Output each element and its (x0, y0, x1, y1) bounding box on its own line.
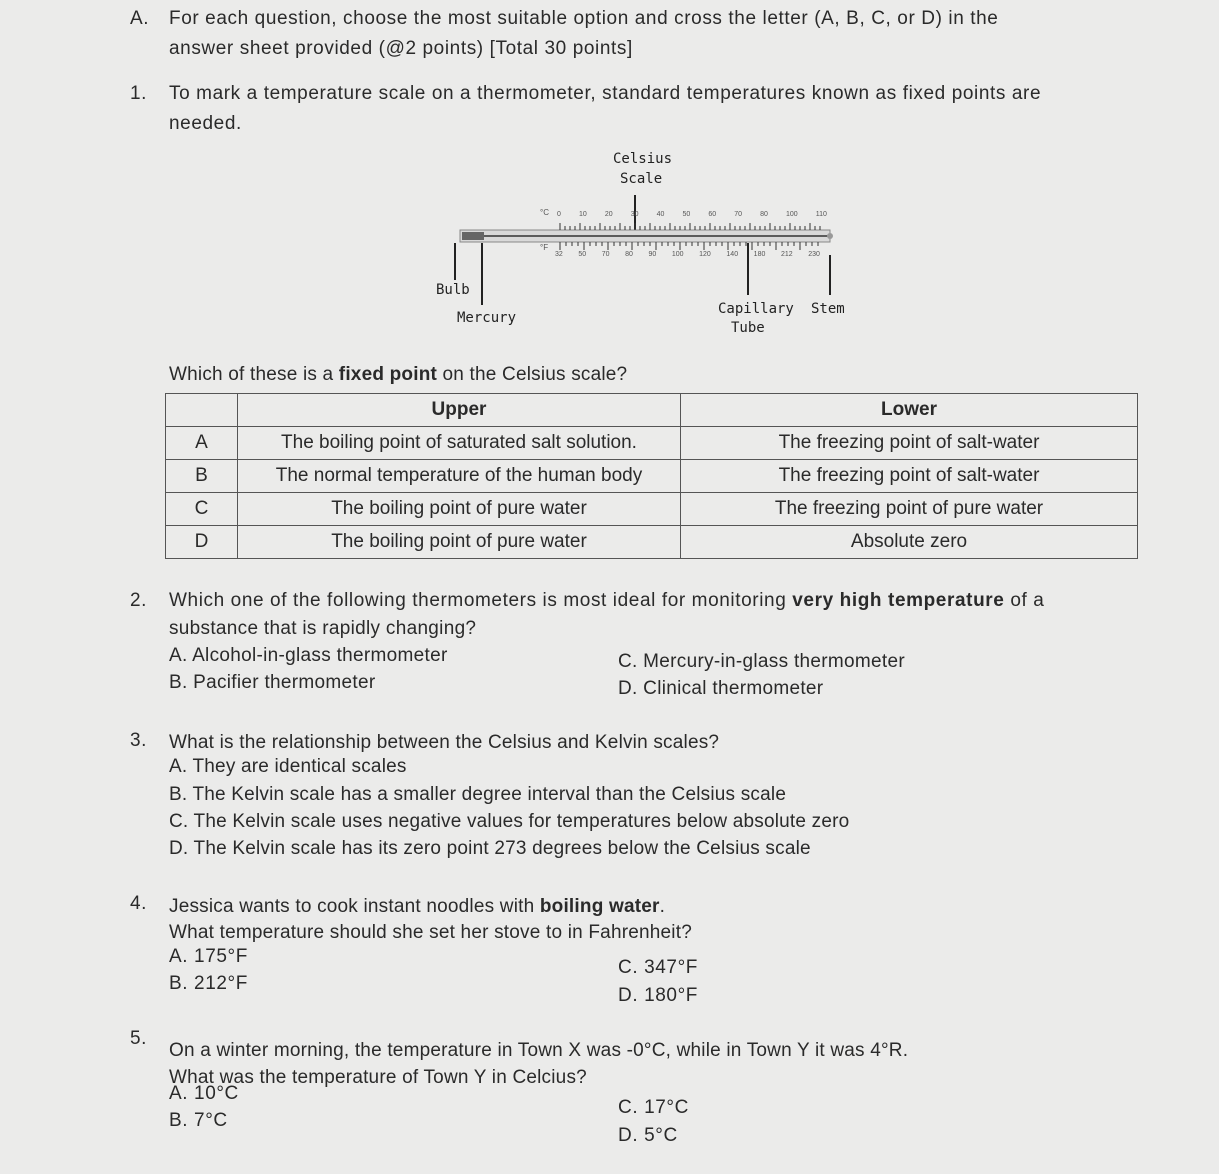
q5-line2: What was the temperature of Town Y in Celcius? (169, 1067, 587, 1088)
q4-line2: What temperature should she set her stove to in Fahrenheit? (169, 922, 692, 943)
q2-line1-bold: very high temperature (792, 590, 1005, 611)
mercury-label: Mercury (457, 310, 517, 326)
capillary-label-2: Tube (731, 320, 765, 336)
q3-option-a: A. They are identical scales (169, 756, 407, 777)
q2-option-d: D. Clinical thermometer (618, 678, 824, 699)
row-letter: A (166, 427, 238, 460)
q5-option-c: C. 17°C (618, 1097, 689, 1118)
q4-line1-pre: Jessica wants to cook instant noodles with (169, 896, 540, 917)
q4-option-b: B. 212°F (169, 973, 248, 994)
q4-option-d: D. 180°F (618, 985, 698, 1006)
q2-option-a: A. Alcohol-in-glass thermometer (169, 645, 448, 666)
q3-option-c: C. The Kelvin scale uses negative values for temperatures below absolute zero (169, 811, 850, 832)
table-header-row (166, 394, 1138, 427)
fixed-point-table (165, 393, 1138, 559)
section-instruction-line1: For each question, choose the most suitable option and cross the letter (A, B, C, or D) in the (169, 8, 999, 29)
q2-line1-post: of a (1004, 590, 1045, 611)
celsius-unit: °C (540, 208, 549, 217)
thermometer-diagram (420, 145, 860, 345)
c-tick: 50 (682, 211, 691, 218)
bulb-label: Bulb (436, 282, 470, 298)
q1-line2: needed. (169, 113, 242, 134)
q5-option-d: D. 5°C (618, 1125, 678, 1146)
f-tick: 90 (648, 251, 657, 258)
q5-number: 5. (130, 1028, 148, 1049)
q3-option-d: D. The Kelvin scale has its zero point 273 degrees below the Celsius scale (169, 838, 811, 859)
fahrenheit-tick-labels (555, 251, 820, 258)
c-tick: 70 (734, 211, 743, 218)
q4-line1 (169, 896, 665, 918)
q1-question-bold: fixed point (338, 364, 438, 385)
f-tick: 180 (753, 251, 766, 258)
table-row (166, 427, 1138, 460)
table-row (166, 460, 1138, 493)
f-tick: 50 (578, 251, 587, 258)
stem-label: Stem (811, 301, 845, 317)
c-tick: 20 (604, 211, 613, 218)
q4-option-c: C. 347°F (618, 957, 698, 978)
row-upper: The boiling point of saturated salt solution. (238, 427, 681, 460)
f-tick: 32 (555, 251, 563, 258)
q1-number: 1. (130, 83, 148, 104)
row-upper: The boiling point of pure water (238, 526, 681, 559)
c-tick: 60 (708, 211, 717, 218)
q2-line2: substance that is rapidly changing? (169, 618, 477, 639)
section-letter: A. (130, 8, 150, 29)
q2-option-b: B. Pacifier thermometer (169, 672, 376, 693)
row-upper: The normal temperature of the human body (238, 460, 681, 493)
c-tick: 80 (760, 211, 768, 218)
c-tick: 10 (578, 211, 587, 218)
f-tick: 70 (601, 251, 610, 258)
table-row (166, 493, 1138, 526)
row-letter: C (166, 493, 238, 526)
q3-option-b: B. The Kelvin scale has a smaller degree interval than the Celsius scale (169, 784, 787, 805)
row-upper: The boiling point of pure water (238, 493, 681, 526)
celsius-title-1: Celsius (613, 151, 673, 167)
q5-option-b: B. 7°C (169, 1110, 228, 1131)
row-lower: Absolute zero (681, 526, 1138, 559)
q5-line1: On a winter morning, the temperature in Town X was -0°C, while in Town Y it was 4°R. (169, 1040, 909, 1061)
table-row (166, 526, 1138, 559)
f-tick: 230 (808, 251, 820, 258)
q4-line1-bold: boiling water (539, 896, 660, 917)
q4-option-a: A. 175°F (169, 946, 248, 967)
f-tick: 100 (671, 251, 684, 258)
row-lower: The freezing point of pure water (681, 493, 1138, 526)
q3-line1: What is the relationship between the Celsius and Kelvin scales? (169, 732, 720, 753)
c-tick: 40 (656, 211, 665, 218)
section-instruction-line2: answer sheet provided (@2 points) [Total 30 points] (169, 38, 633, 59)
f-tick: 140 (726, 251, 739, 258)
capillary-label-1: Capillary (718, 301, 794, 317)
q2-number: 2. (130, 590, 148, 611)
q2-line1 (169, 590, 1044, 612)
table-header-upper: Upper (238, 394, 681, 427)
q4-number: 4. (130, 893, 148, 914)
q4-line1-post: . (659, 896, 666, 917)
c-tick: 0 (557, 211, 561, 218)
c-tick: 110 (815, 211, 827, 218)
q2-option-c: C. Mercury-in-glass thermometer (618, 651, 905, 672)
c-tick: 30 (630, 211, 639, 218)
row-letter: D (166, 526, 238, 559)
f-tick: 120 (699, 251, 711, 258)
f-tick: 80 (625, 251, 633, 258)
celsius-tick-labels (557, 211, 827, 218)
q1-question-post: on the Celsius scale? (437, 364, 628, 385)
c-tick: 100 (785, 211, 798, 218)
q1-question (169, 364, 627, 386)
q2-line1-pre: Which one of the following thermometers is most ideal for monitoring (169, 590, 793, 611)
q1-question-pre: Which of these is a (169, 364, 339, 385)
table-header-letter (166, 394, 238, 427)
f-tick: 212 (780, 251, 793, 258)
q3-number: 3. (130, 730, 148, 751)
q1-line1: To mark a temperature scale on a thermometer, standard temperatures known as fixed points are (169, 83, 1042, 104)
fahrenheit-unit: °F (540, 243, 549, 252)
row-letter: B (166, 460, 238, 493)
celsius-title-2: Scale (620, 171, 663, 187)
row-lower: The freezing point of salt-water (681, 427, 1138, 460)
table-header-lower: Lower (681, 394, 1138, 427)
q5-option-a: A. 10°C (169, 1083, 239, 1104)
row-lower: The freezing point of salt-water (681, 460, 1138, 493)
